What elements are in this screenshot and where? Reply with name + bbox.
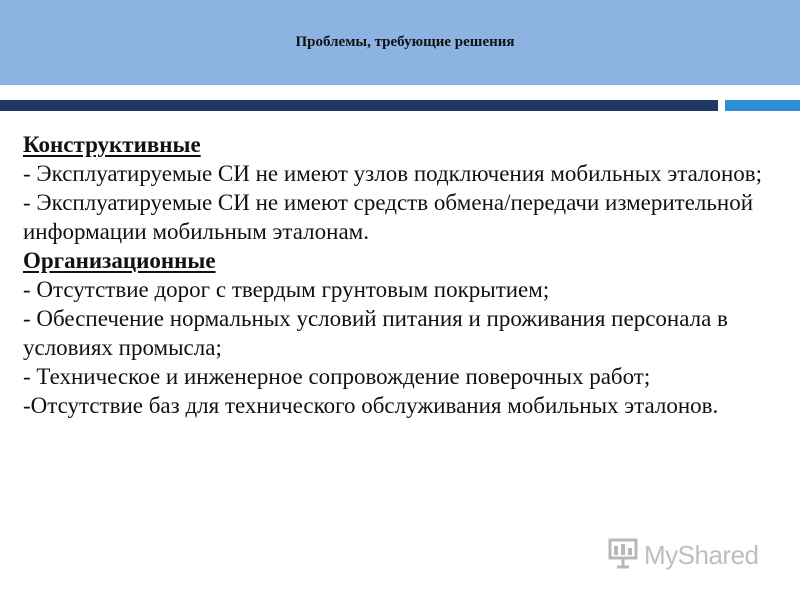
- watermark-text: MyShared: [644, 539, 759, 570]
- section-heading-organizational: Организационные: [23, 248, 216, 273]
- presentation-board-icon: [608, 537, 638, 574]
- list-item: - Эксплуатируемые СИ не имеют средств обмена/передачи измерительной информации мобильным эталонам.: [23, 190, 754, 244]
- divider-bar-light: [725, 100, 800, 111]
- watermark-logo: [608, 537, 759, 573]
- slide-content: [23, 130, 788, 420]
- list-item: - Обеспечение нормальных условий питания и проживания персонала в условиях промысла;: [23, 306, 728, 360]
- section-heading-constructive: Конструктивные: [23, 132, 201, 157]
- list-item: -Отсутствие баз для технического обслуживания мобильных эталонов.: [23, 393, 719, 418]
- list-item: - Отсутствие дорог с твердым грунтовым покрытием;: [23, 277, 550, 302]
- list-item: - Техническое и инженерное сопровождение поверочных работ;: [23, 364, 651, 389]
- list-item: - Эксплуатируемые СИ не имеют узлов подключения мобильных эталонов;: [23, 161, 763, 186]
- divider-bar-dark: [0, 100, 718, 111]
- title-band: [0, 0, 800, 85]
- slide-title: Проблемы, требующие решения: [295, 34, 515, 50]
